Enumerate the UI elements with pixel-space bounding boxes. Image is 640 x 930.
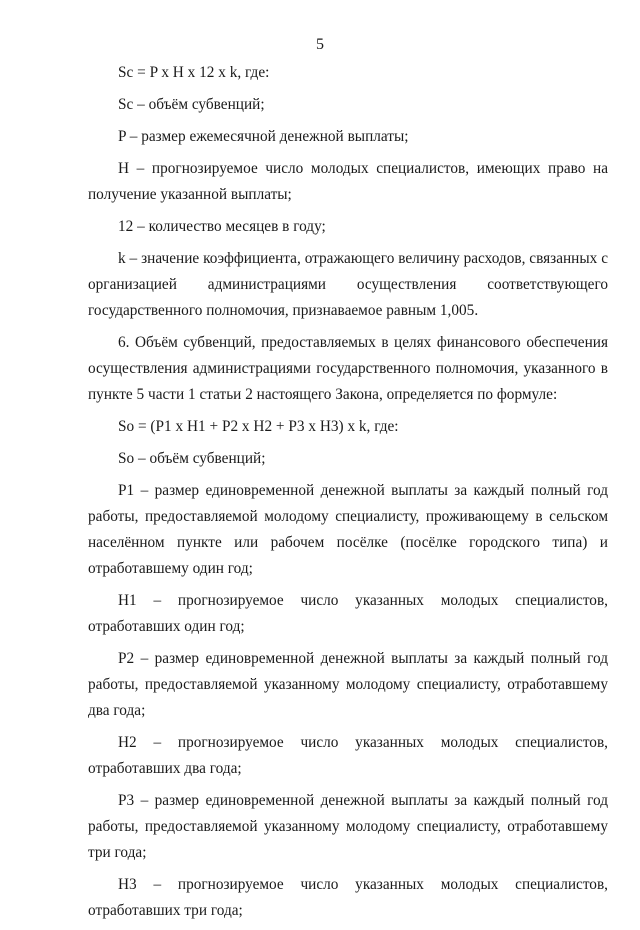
- formula-so: So = (P1 x H1 + P2 x H2 + P3 x H3) x k, где:: [118, 418, 399, 435]
- page-number: 5: [316, 36, 324, 53]
- document-body: [88, 60, 608, 930]
- definition-p: P – размер ежемесячной денежной выплаты;: [118, 128, 409, 145]
- definition-h2: H2 – прогнозируемое число указанных молодых специалистов, отработавших два года;: [88, 734, 608, 777]
- definition-h3: H3 – прогнозируемое число указанных молодых специалистов, отработавших три года;: [88, 876, 608, 919]
- definition-p1: P1 – размер единовременной денежной выплаты за каждый полный год работы, предоставляемой молодому специалисту, проживающему в сельском населённом пункте или рабочем посёлке (посёлке городского типа) и отработавшему один год;: [88, 482, 608, 577]
- definition-k: k – значение коэффициента, отражающего величину расходов, связанных с организацией администрациями осуществления соответствующего государственного полномочия, признаваемое равным 1,005.: [88, 250, 608, 319]
- definition-p2: P2 – размер единовременной денежной выплаты за каждый полный год работы, предоставляемой указанному молодому специалисту, отработавшему два года;: [88, 650, 608, 719]
- formula-sc: Sc = P x H x 12 x k, где:: [118, 64, 270, 81]
- definition-so: So – объём субвенций;: [118, 450, 266, 467]
- definition-p3: P3 – размер единовременной денежной выплаты за каждый полный год работы, предоставляемой указанному молодому специалисту, отработавшему три года;: [88, 792, 608, 861]
- clause-6: 6. Объём субвенций, предоставляемых в целях финансового обеспечения осуществления администрациями государственного полномочия, указанного в пункте 5 части 1 статьи 2 настоящего Закона, определяется по формуле:: [88, 334, 608, 403]
- definition-h: H – прогнозируемое число молодых специалистов, имеющих право на получение указанной выплаты;: [88, 160, 608, 203]
- definition-h1: H1 – прогнозируемое число указанных молодых специалистов, отработавших один год;: [88, 592, 608, 635]
- definition-12: 12 – количество месяцев в году;: [118, 218, 326, 235]
- definition-sc: Sc – объём субвенций;: [118, 96, 265, 113]
